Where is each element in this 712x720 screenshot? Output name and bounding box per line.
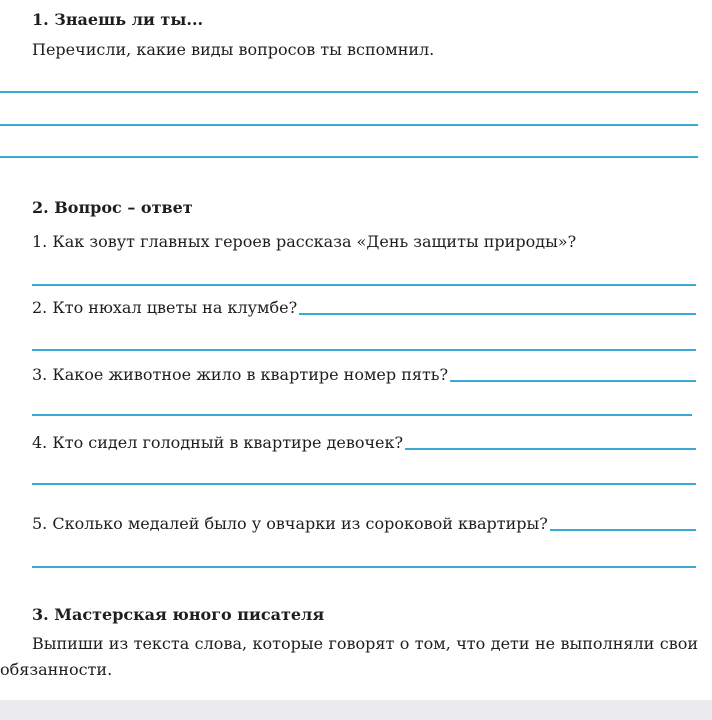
question-5-row <box>32 514 696 534</box>
section3-title: 3. Мастерская юного писателя <box>32 605 325 624</box>
section2-title: 2. Вопрос – ответ <box>32 198 193 217</box>
question-2-row <box>32 298 696 318</box>
answer-line[interactable] <box>0 91 698 93</box>
question-2: 2. Кто нюхал цветы на клумбе? <box>32 298 298 317</box>
question-3-row <box>32 365 696 385</box>
question-5: 5. Сколько медалей было у овчарки из сороковой квартиры? <box>32 514 548 533</box>
question-4: 4. Кто сидел голодный в квартире девочек? <box>32 433 404 452</box>
answer-line[interactable] <box>0 156 698 158</box>
question-1: 1. Как зовут главных героев рассказа «День защиты природы»? <box>32 232 577 251</box>
answer-line[interactable] <box>32 284 696 286</box>
answer-line[interactable] <box>0 124 698 126</box>
answer-line[interactable] <box>32 566 696 568</box>
answer-line[interactable] <box>299 313 696 315</box>
section1-prompt: Перечисли, какие виды вопросов ты вспомнил. <box>32 40 435 59</box>
question-3: 3. Какое животное жило в квартире номер пять? <box>32 365 449 384</box>
section1-title: 1. Знаешь ли ты... <box>32 10 204 29</box>
answer-line[interactable] <box>32 349 696 351</box>
answer-line[interactable] <box>450 380 696 382</box>
answer-line[interactable] <box>32 483 696 485</box>
answer-line[interactable] <box>32 414 692 416</box>
question-4-row <box>32 433 696 453</box>
answer-line[interactable] <box>550 529 696 531</box>
section3-prompt: Выпиши из текста слова, которые говорят о том, что дети не выполняли свои обязанности. <box>0 634 698 679</box>
page-footer-bar <box>0 700 712 720</box>
answer-line[interactable] <box>405 448 696 450</box>
